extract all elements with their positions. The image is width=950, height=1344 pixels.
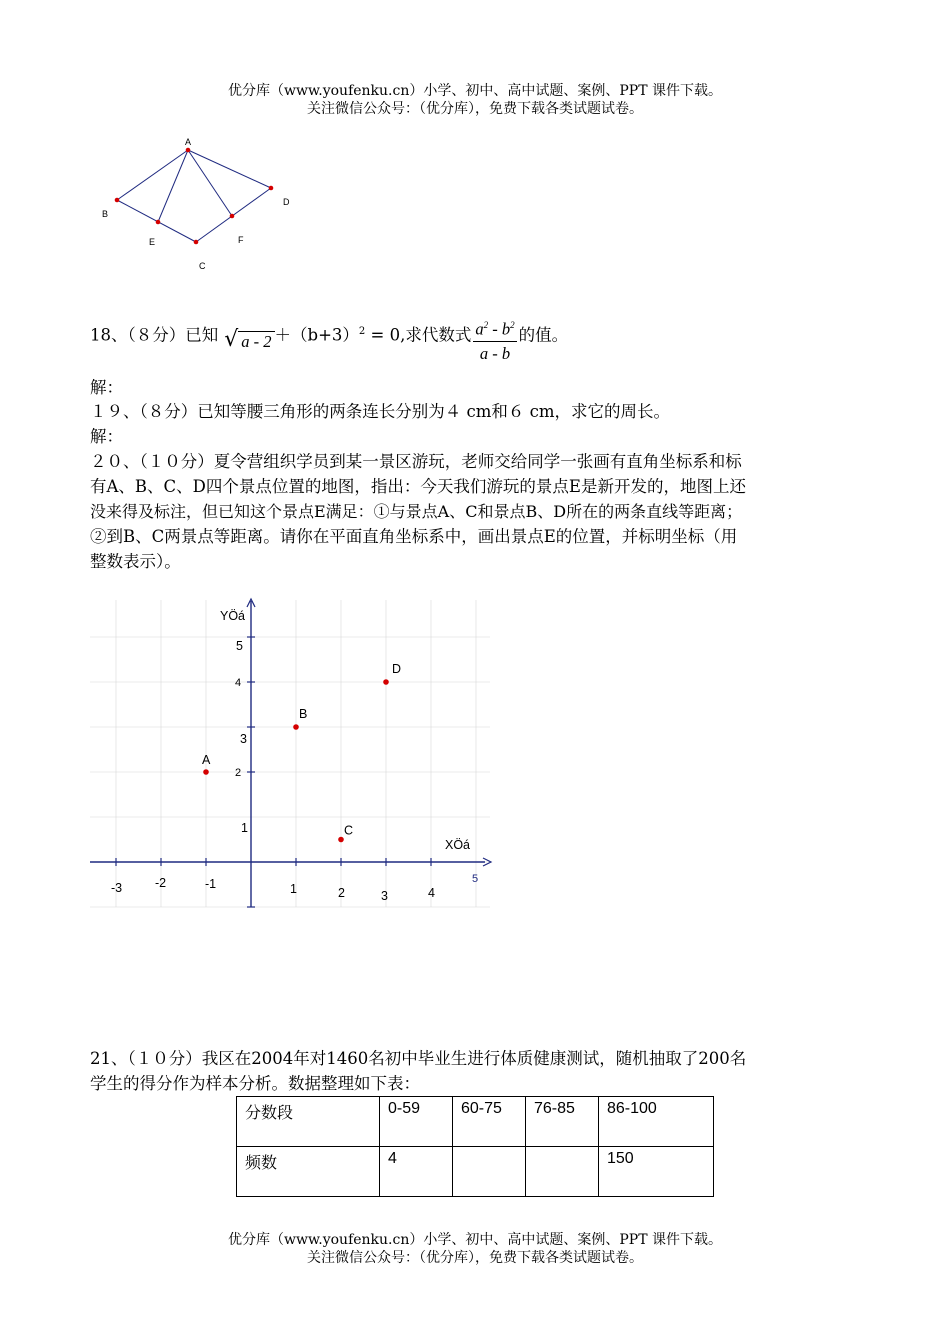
- fraction-denominator: a - b: [479, 343, 511, 363]
- header-line-1: 优分库（www.youfenku.cn）小学、初中、高中试题、案例、PPT 课件下载。: [227, 83, 722, 99]
- sqrt-radicand: a - 2: [238, 331, 274, 351]
- label-a: A: [185, 137, 192, 147]
- sqrt-expression: √ a - 2: [224, 323, 274, 348]
- q18-equals: = 0,求代数式: [365, 325, 472, 345]
- table-header-row: [237, 1097, 714, 1147]
- point-label-c: C: [344, 823, 354, 838]
- q20-line-2: 有A、B、C、D四个景点位置的地图，指出：今天我们游玩的景点E是新开发的，地图上还: [90, 477, 746, 496]
- vertex-a: [186, 148, 191, 153]
- point-a: [203, 769, 209, 775]
- point-b: [293, 724, 299, 730]
- fraction-numerator: $a^2 - b^2$: [473, 314, 516, 342]
- header-line-2: 关注微信公众号：（优分库），免费下载各类试题试卷。: [307, 101, 643, 117]
- data-points: [202, 662, 401, 842]
- vertex-c: [194, 240, 199, 245]
- vertex-f: [230, 214, 235, 219]
- q20-line-4: ②到B、C两景点等距离。请你在平面直角坐标系中，画出景点E的位置，并标明坐标（用: [90, 527, 738, 546]
- question-19: １９、（８分）已知等腰三角形的两条连长分别为４ cm和６ cm，求它的周长。: [90, 402, 671, 421]
- y-tick-label: 2: [235, 767, 242, 779]
- y-axis-label: YÖá: [220, 609, 246, 623]
- q20-line-5: 整数表示）。: [90, 552, 181, 571]
- x-tick-label: 4: [428, 886, 435, 900]
- label-b: B: [102, 209, 109, 219]
- x-tick-label: -3: [111, 881, 123, 895]
- table-cell: 150: [599, 1147, 714, 1197]
- y-tick-label: 1: [241, 821, 248, 835]
- label-c: C: [199, 261, 206, 271]
- table-cell: 分数段: [237, 1097, 380, 1147]
- y-tick-label: 5: [236, 639, 243, 653]
- q21-line-1: 21、（１０分）我区在2004年对1460名初中毕业生进行体质健康测试，随机抽取了200名: [90, 1049, 747, 1068]
- q21-line-2: 学生的得分作为样本分析。数据整理如下表：: [90, 1074, 420, 1093]
- table-cell: 60-75: [453, 1097, 526, 1147]
- point-d: [383, 679, 389, 685]
- point-label-b: B: [299, 707, 308, 721]
- x-tick-label: 2: [338, 886, 345, 900]
- table-cell: [453, 1147, 526, 1197]
- table-cell: 频数: [237, 1147, 380, 1197]
- table-cell: 0-59: [380, 1097, 453, 1147]
- vertex-b: [115, 198, 120, 203]
- y-tick-label: 3: [240, 732, 247, 746]
- table-cell: 4: [380, 1147, 453, 1197]
- q18-prefix: 18、（８分）已知: [90, 325, 219, 345]
- point-label-a: A: [202, 753, 211, 767]
- x-axis-label: XÖá: [445, 838, 471, 852]
- x-tick-label: -1: [205, 877, 217, 891]
- point-c: [338, 837, 344, 843]
- label-d: D: [283, 197, 290, 207]
- vertex-d: [269, 186, 274, 191]
- q18-middle: ＋（b+3）: [274, 325, 359, 345]
- q20-line-3: 没来得及标注，但已知这个景点E满足：①与景点A、C和景点B、D所在的两条直线等距离；: [90, 502, 743, 521]
- vertex-e: [156, 220, 161, 225]
- score-table: [236, 1096, 714, 1197]
- tick-labels: [111, 639, 478, 903]
- x-tick-label: 3: [381, 889, 388, 903]
- table-cell: 76-85: [526, 1097, 599, 1147]
- point-label-d: D: [392, 662, 402, 676]
- y-tick-label: 4: [235, 677, 242, 689]
- coordinate-plane: [85, 595, 505, 915]
- question-18: [90, 314, 568, 366]
- footer-line-1: 优分库（www.youfenku.cn）小学、初中、高中试题、案例、PPT 课件下载。: [227, 1232, 722, 1248]
- q18-exponent: 2: [358, 326, 366, 337]
- table-cell: [526, 1147, 599, 1197]
- label-f: F: [238, 235, 244, 245]
- table-row: [237, 1147, 714, 1197]
- fraction: [473, 314, 516, 366]
- x-tick-label: 1: [290, 882, 297, 896]
- footer-line-2: 关注微信公众号：（优分库），免费下载各类试题试卷。: [307, 1250, 643, 1266]
- label-e: E: [149, 237, 156, 247]
- table-cell: 86-100: [599, 1097, 714, 1147]
- q19-answer-label: 解：: [90, 427, 123, 446]
- x-tick-label: -2: [155, 876, 167, 890]
- q18-suffix: 的值。: [518, 325, 569, 345]
- q20-line-1: ２０、（１０分）夏令营组织学员到某一景区游玩，老师交给同学一张画有直角坐标系和标: [90, 452, 742, 471]
- grid-lines: [90, 600, 490, 907]
- quadrilateral-figure: [95, 135, 305, 275]
- x-tick-label: 5: [472, 873, 479, 885]
- q18-answer-label: 解：: [90, 378, 123, 397]
